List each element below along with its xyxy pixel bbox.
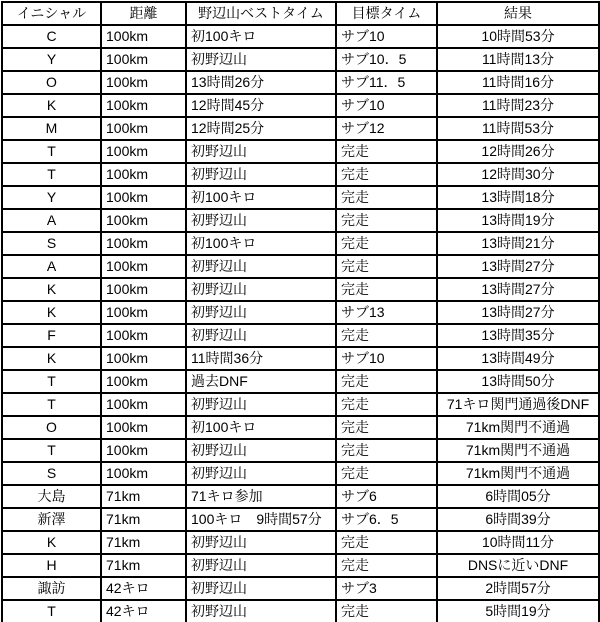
cell-initial: M	[2, 117, 101, 140]
cell-initial: T	[2, 140, 101, 163]
table-row	[2, 186, 599, 209]
cell-result: 12時間26分	[437, 140, 599, 163]
cell-target-time: サブ6．5	[336, 508, 437, 531]
cell-initial: K	[2, 347, 101, 370]
column-header-nobeyama-best-time: 野辺山ベストタイム	[186, 2, 336, 25]
cell-result: 71キロ関門通過後DNF	[437, 393, 599, 416]
table-row	[2, 48, 599, 71]
cell-nobeyama-best-time: 初野辺山	[186, 462, 336, 485]
cell-result: 13時間18分	[437, 186, 599, 209]
cell-distance: 100km	[101, 370, 186, 393]
cell-result: 10時間53分	[437, 25, 599, 48]
column-header-target-time: 目標タイム	[336, 2, 437, 25]
cell-result: 11時間53分	[437, 117, 599, 140]
cell-target-time: 完走	[336, 163, 437, 186]
cell-distance: 100km	[101, 301, 186, 324]
cell-nobeyama-best-time: 初野辺山	[186, 163, 336, 186]
cell-distance: 100km	[101, 324, 186, 347]
cell-result: 13時間35分	[437, 324, 599, 347]
cell-target-time: 完走	[336, 278, 437, 301]
table-row	[2, 255, 599, 278]
cell-target-time: 完走	[336, 393, 437, 416]
cell-target-time: 完走	[336, 255, 437, 278]
cell-result: 13時間19分	[437, 209, 599, 232]
cell-nobeyama-best-time: 初野辺山	[186, 554, 336, 577]
table-body	[2, 25, 599, 622]
cell-distance: 100km	[101, 232, 186, 255]
cell-distance: 71km	[101, 531, 186, 554]
cell-distance: 100km	[101, 71, 186, 94]
table-row	[2, 71, 599, 94]
cell-initial: K	[2, 278, 101, 301]
table-row	[2, 416, 599, 439]
cell-target-time: サブ12	[336, 117, 437, 140]
cell-result: 2時間57分	[437, 577, 599, 600]
cell-result: 12時間30分	[437, 163, 599, 186]
cell-nobeyama-best-time: 初野辺山	[186, 140, 336, 163]
cell-target-time: サブ10	[336, 25, 437, 48]
cell-nobeyama-best-time: 初野辺山	[186, 600, 336, 622]
cell-distance: 100km	[101, 462, 186, 485]
cell-initial: T	[2, 163, 101, 186]
table-row	[2, 393, 599, 416]
cell-initial: 大島	[2, 485, 101, 508]
table-row	[2, 485, 599, 508]
cell-initial: A	[2, 255, 101, 278]
table-row	[2, 117, 599, 140]
cell-distance: 100km	[101, 439, 186, 462]
cell-nobeyama-best-time: 初野辺山	[186, 577, 336, 600]
cell-target-time: サブ10．5	[336, 48, 437, 71]
cell-initial: S	[2, 462, 101, 485]
cell-target-time: 完走	[336, 232, 437, 255]
cell-initial: K	[2, 531, 101, 554]
cell-nobeyama-best-time: 100キロ 9時間57分	[186, 508, 336, 531]
cell-result: 13時間49分	[437, 347, 599, 370]
cell-distance: 42キロ	[101, 600, 186, 622]
column-header-result: 結果	[437, 2, 599, 25]
cell-initial: T	[2, 439, 101, 462]
cell-result: 13時間27分	[437, 255, 599, 278]
cell-result: 13時間27分	[437, 301, 599, 324]
cell-target-time: 完走	[336, 324, 437, 347]
cell-target-time: サブ6	[336, 485, 437, 508]
table-row	[2, 462, 599, 485]
cell-result: 71km関門不通過	[437, 439, 599, 462]
cell-nobeyama-best-time: 初100キロ	[186, 186, 336, 209]
cell-result: DNSに近いDNF	[437, 554, 599, 577]
cell-distance: 100km	[101, 140, 186, 163]
cell-result: 10時間11分	[437, 531, 599, 554]
table-row	[2, 163, 599, 186]
cell-target-time: 完走	[336, 439, 437, 462]
cell-nobeyama-best-time: 初野辺山	[186, 393, 336, 416]
cell-result: 6時間39分	[437, 508, 599, 531]
cell-initial: T	[2, 370, 101, 393]
cell-distance: 100km	[101, 163, 186, 186]
cell-distance: 100km	[101, 393, 186, 416]
cell-initial: 新澤	[2, 508, 101, 531]
cell-initial: 諏訪	[2, 577, 101, 600]
cell-nobeyama-best-time: 12時間45分	[186, 94, 336, 117]
table-row	[2, 508, 599, 531]
cell-result: 71km関門不通過	[437, 416, 599, 439]
cell-nobeyama-best-time: 初野辺山	[186, 48, 336, 71]
cell-nobeyama-best-time: 13時間26分	[186, 71, 336, 94]
cell-nobeyama-best-time: 初野辺山	[186, 531, 336, 554]
column-header-initial: イニシャル	[2, 2, 101, 25]
cell-initial: S	[2, 232, 101, 255]
cell-target-time: サブ13	[336, 301, 437, 324]
cell-result: 11時間16分	[437, 71, 599, 94]
table-row	[2, 209, 599, 232]
cell-result: 13時間50分	[437, 370, 599, 393]
cell-nobeyama-best-time: 初100キロ	[186, 232, 336, 255]
table-row	[2, 554, 599, 577]
table-row	[2, 577, 599, 600]
cell-result: 11時間23分	[437, 94, 599, 117]
cell-initial: C	[2, 25, 101, 48]
cell-target-time: 完走	[336, 416, 437, 439]
cell-distance: 100km	[101, 278, 186, 301]
cell-distance: 100km	[101, 209, 186, 232]
cell-nobeyama-best-time: 初100キロ	[186, 416, 336, 439]
table-row	[2, 25, 599, 48]
table-row	[2, 278, 599, 301]
table-row	[2, 232, 599, 255]
cell-nobeyama-best-time: 初野辺山	[186, 278, 336, 301]
cell-nobeyama-best-time: 初野辺山	[186, 255, 336, 278]
cell-result: 11時間13分	[437, 48, 599, 71]
cell-initial: O	[2, 416, 101, 439]
cell-target-time: 完走	[336, 370, 437, 393]
cell-distance: 100km	[101, 25, 186, 48]
column-header-distance: 距離	[101, 2, 186, 25]
cell-result: 13時間21分	[437, 232, 599, 255]
cell-nobeyama-best-time: 初100キロ	[186, 25, 336, 48]
cell-initial: K	[2, 94, 101, 117]
cell-nobeyama-best-time: 過去DNF	[186, 370, 336, 393]
cell-target-time: サブ10	[336, 347, 437, 370]
cell-distance: 42キロ	[101, 577, 186, 600]
cell-distance: 100km	[101, 347, 186, 370]
cell-initial: Y	[2, 186, 101, 209]
cell-initial: T	[2, 600, 101, 622]
cell-nobeyama-best-time: 初野辺山	[186, 209, 336, 232]
cell-distance: 100km	[101, 416, 186, 439]
cell-nobeyama-best-time: 11時間36分	[186, 347, 336, 370]
cell-distance: 100km	[101, 255, 186, 278]
cell-target-time: 完走	[336, 209, 437, 232]
cell-result: 5時間19分	[437, 600, 599, 622]
table-row	[2, 140, 599, 163]
cell-distance: 71km	[101, 508, 186, 531]
table-row	[2, 370, 599, 393]
cell-nobeyama-best-time: 初野辺山	[186, 324, 336, 347]
cell-target-time: 完走	[336, 600, 437, 622]
table-row	[2, 324, 599, 347]
race-results-table	[1, 1, 600, 622]
table-row	[2, 94, 599, 117]
cell-initial: F	[2, 324, 101, 347]
cell-target-time: 完走	[336, 186, 437, 209]
cell-nobeyama-best-time: 71キロ参加	[186, 485, 336, 508]
cell-target-time: 完走	[336, 140, 437, 163]
cell-result: 13時間27分	[437, 278, 599, 301]
cell-distance: 100km	[101, 94, 186, 117]
cell-target-time: 完走	[336, 531, 437, 554]
header-row	[2, 2, 599, 25]
cell-target-time: 完走	[336, 554, 437, 577]
cell-distance: 100km	[101, 48, 186, 71]
cell-distance: 100km	[101, 117, 186, 140]
cell-initial: H	[2, 554, 101, 577]
table-row	[2, 439, 599, 462]
cell-distance: 100km	[101, 186, 186, 209]
table-row	[2, 347, 599, 370]
cell-initial: A	[2, 209, 101, 232]
table-row	[2, 301, 599, 324]
cell-target-time: サブ10	[336, 94, 437, 117]
cell-nobeyama-best-time: 12時間25分	[186, 117, 336, 140]
table-row	[2, 600, 599, 622]
cell-nobeyama-best-time: 初野辺山	[186, 439, 336, 462]
cell-result: 6時間05分	[437, 485, 599, 508]
cell-initial: O	[2, 71, 101, 94]
cell-result: 71km関門不通過	[437, 462, 599, 485]
table-row	[2, 531, 599, 554]
cell-nobeyama-best-time: 初野辺山	[186, 301, 336, 324]
cell-initial: T	[2, 393, 101, 416]
cell-distance: 71km	[101, 485, 186, 508]
cell-target-time: サブ11．5	[336, 71, 437, 94]
cell-distance: 71km	[101, 554, 186, 577]
cell-initial: Y	[2, 48, 101, 71]
cell-target-time: サブ3	[336, 577, 437, 600]
cell-target-time: 完走	[336, 462, 437, 485]
cell-initial: K	[2, 301, 101, 324]
